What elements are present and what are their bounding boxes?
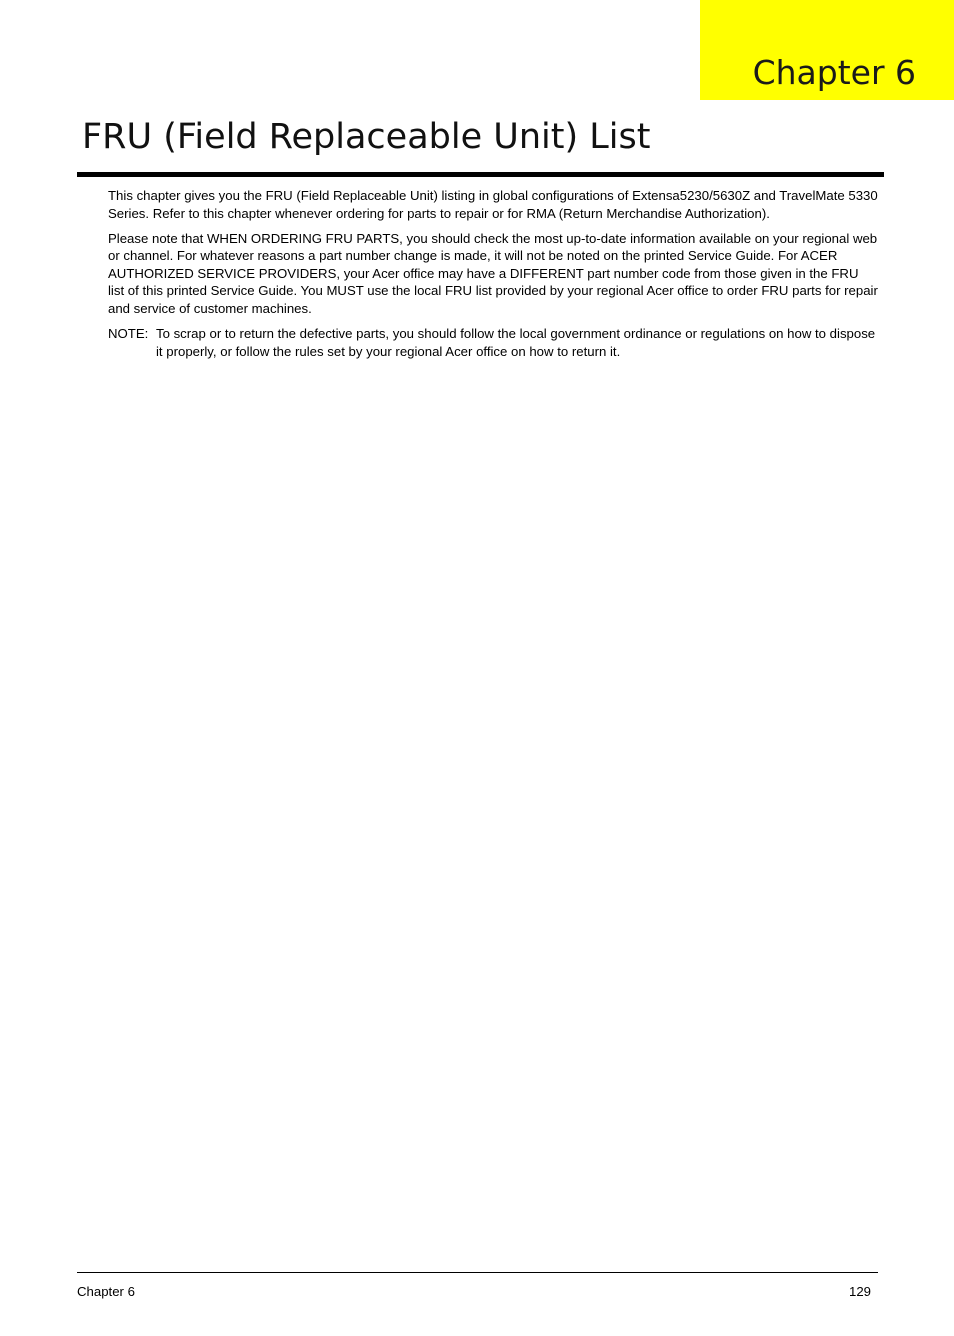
ordering-notice-paragraph: Please note that WHEN ORDERING FRU PARTS, you should check the most up-to-date information available on your regional web or channel. For whatever reasons a part number change is made, it will not be noted on the printed Service Guide. For ACER AUTHORIZED SERVICE PROVIDERS, your Acer office may have a DIFFERENT part number code from those given in the FRU list of this printed Service Guide. You MUST use the local FRU list provided by your regional Acer office to order FRU parts for repair and service of customer machines.: [108, 230, 878, 317]
note-text: To scrap or to return the defective parts, you should follow the local government ordinance or regulations on how to dispose it properly, or follow the rules set by your regional Acer office on how to return it.: [156, 326, 876, 359]
intro-paragraph: This chapter gives you the FRU (Field Replaceable Unit) listing in global configurations of Extensa5230/5630Z and TravelMate 5330 Series. Refer to this chapter whenever ordering for parts to repair or for RMA (Return Merchandise Authorization).: [108, 188, 878, 221]
footer-divider: [77, 1272, 878, 1273]
page-title: FRU (Field Replaceable Unit) List: [82, 117, 651, 157]
note-label: NOTE:: [108, 326, 149, 342]
chapter-tab: [700, 0, 954, 100]
page-number: 129: [848, 1284, 871, 1299]
note-block: [108, 325, 878, 360]
footer-chapter-label: Chapter 6: [77, 1284, 135, 1299]
body-content: [108, 187, 878, 360]
chapter-tab-label: Chapter 6: [752, 53, 916, 92]
title-divider: [77, 172, 884, 177]
